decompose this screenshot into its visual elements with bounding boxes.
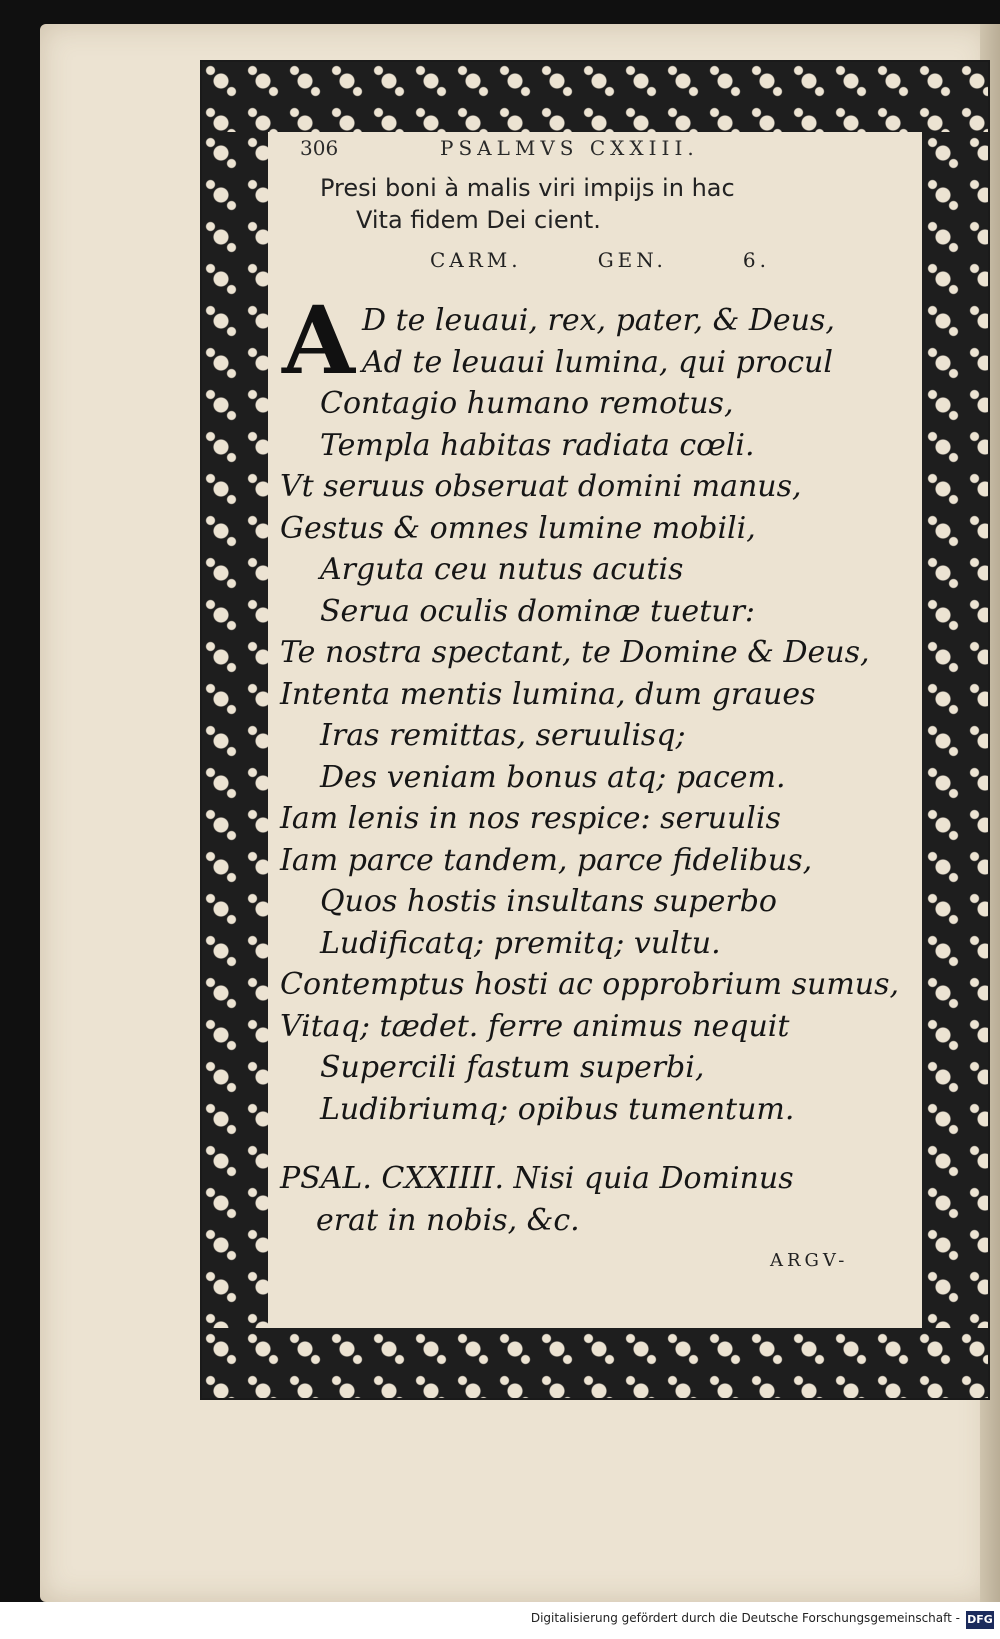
poem-line: Supercili fastum superbi, bbox=[320, 1050, 705, 1085]
catchword: ARGV- bbox=[770, 1250, 849, 1271]
digitization-footer bbox=[0, 1602, 1000, 1639]
dfg-logo-icon: DFG bbox=[966, 1611, 994, 1629]
poem-line: Contemptus hosti ac opprobrium sumus, bbox=[280, 967, 900, 1002]
meter-carm: CARM. bbox=[430, 248, 522, 272]
next-psalm-heading bbox=[280, 1158, 880, 1242]
next-psalm-line: PSAL. CXXIIII. Nisi quia Dominus bbox=[280, 1161, 794, 1196]
running-head bbox=[300, 136, 820, 166]
poem-line: Templa habitas radiata cœli. bbox=[320, 427, 755, 463]
poem-line: Iam parce tandem, parce fidelibus, bbox=[280, 842, 813, 878]
poem-line: Quos hostis insultans superbo bbox=[320, 884, 777, 919]
poem-line: Gestus & omnes lumine mobili, bbox=[280, 510, 756, 546]
poem-line: Ludificatq; premitq; vultu. bbox=[320, 925, 721, 961]
next-psalm-line: erat in nobis, &c. bbox=[316, 1203, 580, 1238]
poem-line: Vt seruus obseruat domini manus, bbox=[280, 469, 802, 504]
poem-line: Te nostra spectant, te Domine & Deus, bbox=[280, 635, 870, 670]
poem-line: Ad te leuaui lumina, qui procul bbox=[362, 344, 833, 380]
running-title: PSALMVS CXXIII. bbox=[440, 136, 699, 160]
poem-line: Iam lenis in nos respice: seruulis bbox=[280, 801, 781, 836]
argument-line: Presi boni à malis viri impijs in hac bbox=[320, 174, 735, 202]
argument-line: Vita fidem Dei cient. bbox=[356, 206, 601, 234]
meter-number: 6. bbox=[742, 248, 770, 272]
poem-line: Serua oculis dominæ tuetur: bbox=[320, 593, 756, 629]
meter-heading bbox=[430, 248, 770, 272]
poem-line: Iras remittas, seruulisq; bbox=[320, 718, 686, 753]
poem-line: D te leuaui, rex, pater, & Deus, bbox=[362, 303, 835, 338]
psalm-argument bbox=[320, 172, 840, 236]
poem-line: Arguta ceu nutus acutis bbox=[320, 552, 684, 587]
page-number: 306 bbox=[300, 136, 339, 160]
meter-gen: GEN. bbox=[597, 248, 667, 272]
poem-line: Ludibriumq; opibus tumentum. bbox=[320, 1091, 795, 1127]
footer-credit: Digitalisierung gefördert durch die Deutsche Forschungsgemeinschaft - bbox=[530, 1611, 960, 1625]
poem-line: Contagio humano remotus, bbox=[320, 386, 734, 421]
poem-line: Des veniam bonus atq; pacem. bbox=[320, 759, 786, 795]
drop-cap-initial: A bbox=[282, 286, 355, 396]
poem-line: Intenta mentis lumina, dum graues bbox=[280, 676, 816, 712]
poem-line: Vitaq; tædet. ferre animus nequit bbox=[280, 1008, 790, 1044]
poem bbox=[280, 300, 900, 1130]
